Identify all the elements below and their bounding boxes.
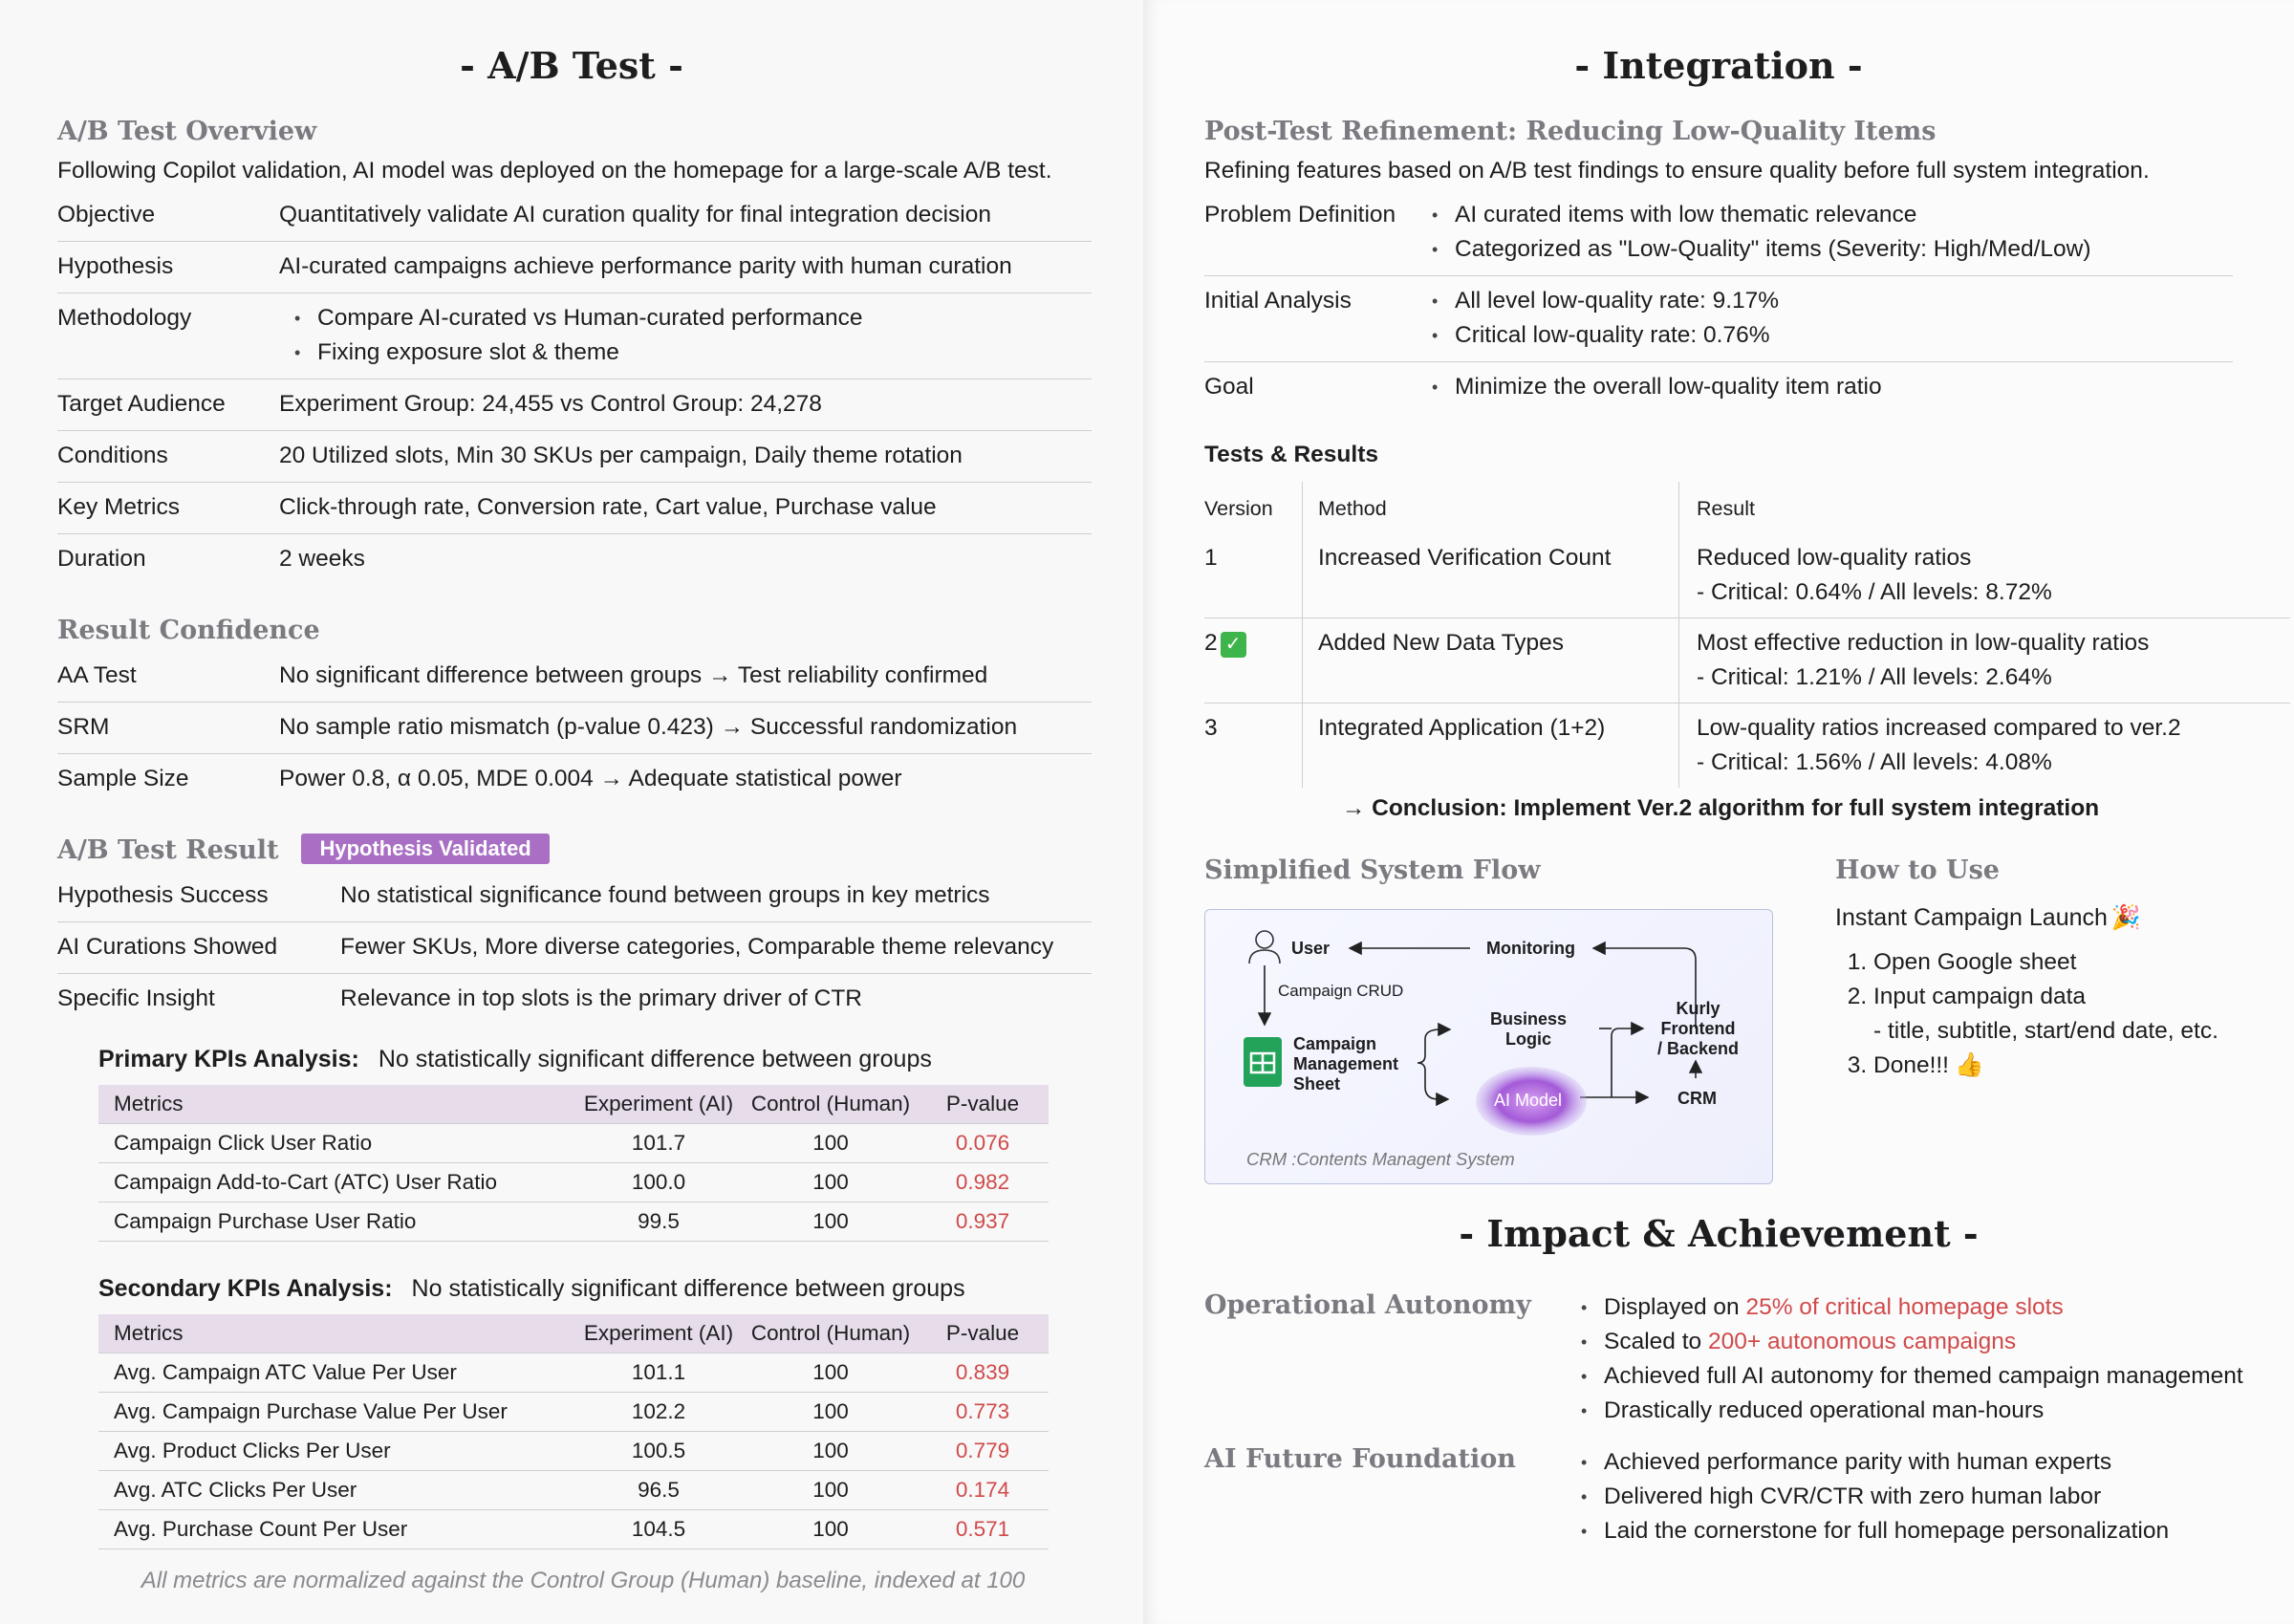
table-row bbox=[57, 922, 1092, 974]
row-value: AI-curated campaigns achieve performance parity with human curation bbox=[279, 242, 1092, 293]
flow-sheet-line: Campaign bbox=[1293, 1034, 1377, 1053]
col-header: Version bbox=[1204, 497, 1273, 520]
list-item: • Achieved performance parity with human experts bbox=[1604, 1445, 2169, 1480]
instant-launch-title bbox=[1835, 904, 2284, 932]
ab-overview-intro: Following Copilot validation, AI model was deployed on the homepage for a large-scale A/B test. bbox=[57, 158, 1052, 184]
experiment-cell: 96.5 bbox=[573, 1471, 745, 1510]
row-key: Hypothesis Success bbox=[57, 871, 340, 922]
table-row bbox=[57, 703, 1092, 754]
row-value: 2 weeks bbox=[279, 546, 365, 572]
metric-cell: Avg. Product Clicks Per User bbox=[98, 1432, 573, 1471]
ab-overview-table bbox=[57, 190, 1092, 585]
row-value: Quantitatively validate AI curation quality for final integration decision bbox=[279, 190, 1092, 242]
row-value bbox=[1430, 362, 2233, 414]
row-key: Specific Insight bbox=[57, 985, 215, 1011]
flow-logic-label bbox=[1490, 1009, 1567, 1050]
conclusion-text: → Conclusion: Implement Ver.2 algorithm for full system integration bbox=[1341, 795, 2100, 821]
row-value: 20 Utilized slots, Min 30 SKUs per campaign, Daily theme rotation bbox=[279, 431, 1092, 483]
col-header: Metrics bbox=[98, 1314, 573, 1353]
party-icon: 🎉 bbox=[2110, 904, 2142, 931]
table-header-row bbox=[1204, 482, 2290, 533]
row-key: Key Metrics bbox=[57, 483, 279, 534]
step-text: Done!!! bbox=[1873, 1052, 1949, 1078]
table-row bbox=[98, 1432, 1049, 1471]
primary-kpi-section bbox=[98, 1046, 1049, 1242]
row-value bbox=[279, 293, 1092, 379]
row-key: Goal bbox=[1204, 374, 1254, 400]
table-row bbox=[98, 1510, 1049, 1549]
row-key: Hypothesis bbox=[57, 242, 279, 293]
secondary-kpi-label: Secondary KPIs Analysis: bbox=[98, 1275, 393, 1302]
secondary-kpi-body bbox=[98, 1353, 1049, 1549]
tests-heading: Tests & Results bbox=[1204, 442, 1378, 467]
result-line: - Critical: 1.56% / All levels: 4.08% bbox=[1697, 749, 2052, 775]
table-row bbox=[57, 190, 1092, 242]
list-item: • Fixing exposure slot & theme bbox=[317, 336, 1092, 370]
control-cell: 100 bbox=[745, 1510, 917, 1549]
flow-sheet-line: Sheet bbox=[1293, 1074, 1341, 1093]
result-line: - Critical: 0.64% / All levels: 8.72% bbox=[1697, 579, 2052, 605]
version-cell: 3 bbox=[1204, 715, 1218, 741]
list-item: • AI curated items with low thematic relevance bbox=[1455, 198, 2233, 232]
col-header: P-value bbox=[917, 1085, 1049, 1124]
metric-cell: Avg. ATC Clicks Per User bbox=[98, 1471, 573, 1510]
row-value: No significant difference between groups → Test reliability confirmed bbox=[279, 651, 1092, 703]
list-item: • Delivered high CVR/CTR with zero human labor bbox=[1604, 1480, 2169, 1514]
metric-cell: Campaign Purchase User Ratio bbox=[98, 1202, 573, 1242]
autonomy-list bbox=[1566, 1290, 2243, 1428]
metric-cell: Campaign Add-to-Cart (ATC) User Ratio bbox=[98, 1163, 573, 1202]
item-highlight: 25% of critical homepage slots bbox=[1745, 1294, 2064, 1320]
system-flow-heading: Simplified System Flow bbox=[1204, 855, 1541, 885]
normalization-note: All metrics are normalized against the Control Group (Human) baseline, indexed at 100 bbox=[141, 1568, 1026, 1593]
p-value-cell: 0.839 bbox=[917, 1353, 1049, 1393]
thumbs-up-icon: 👍 bbox=[1955, 1052, 1984, 1078]
experiment-cell: 100.0 bbox=[573, 1163, 745, 1202]
experiment-cell: 101.1 bbox=[573, 1353, 745, 1393]
row-value: Fewer SKUs, More diverse categories, Comparable theme relevancy bbox=[340, 922, 1092, 974]
control-cell: 100 bbox=[745, 1163, 917, 1202]
result-confidence-section bbox=[57, 616, 1092, 805]
table-row bbox=[98, 1202, 1049, 1242]
step-text: Input campaign data bbox=[1873, 984, 2087, 1009]
flow-crud-label: Campaign CRUD bbox=[1278, 982, 1404, 1000]
experiment-cell: 99.5 bbox=[573, 1202, 745, 1242]
secondary-kpi-section bbox=[98, 1275, 1049, 1549]
instant-launch-text: Instant Campaign Launch bbox=[1835, 904, 2108, 931]
flow-ai-model-label: AI Model bbox=[1494, 1091, 1563, 1110]
row-key: Methodology bbox=[57, 293, 279, 379]
table-row bbox=[1204, 533, 2290, 618]
tests-section bbox=[1204, 442, 2292, 822]
integration-title: - Integration - bbox=[1574, 44, 1863, 87]
future-heading: AI Future Foundation bbox=[1204, 1444, 1516, 1474]
table-row bbox=[1204, 704, 2290, 789]
metric-cell: Avg. Campaign ATC Value Per User bbox=[98, 1353, 573, 1393]
table-row bbox=[1204, 618, 2290, 704]
experiment-cell: 104.5 bbox=[573, 1510, 745, 1549]
result-cell bbox=[1679, 618, 2291, 704]
row-value: Power 0.8, α 0.05, MDE 0.004 → Adequate statistical power bbox=[279, 766, 902, 791]
row-value bbox=[1430, 190, 2233, 276]
row-key: Duration bbox=[57, 546, 146, 572]
p-value-cell: 0.773 bbox=[917, 1393, 1049, 1432]
row-key: Sample Size bbox=[57, 766, 189, 791]
table-row bbox=[98, 1393, 1049, 1432]
list-item: • Compare AI-curated vs Human-curated performance bbox=[317, 301, 1092, 336]
col-header: Experiment (AI) bbox=[573, 1314, 745, 1353]
row-key: SRM bbox=[57, 703, 279, 754]
table-row bbox=[98, 1163, 1049, 1202]
result-confidence-heading: Result Confidence bbox=[57, 616, 320, 645]
list-item bbox=[1873, 980, 2284, 1049]
refinement-section bbox=[1204, 117, 2292, 413]
p-value-cell: 0.571 bbox=[917, 1510, 1049, 1549]
p-value-cell: 0.174 bbox=[917, 1471, 1049, 1510]
list-item: • Minimize the overall low-quality item ratio bbox=[1455, 370, 2233, 404]
left-page bbox=[0, 0, 1143, 1624]
metric-cell: Avg. Campaign Purchase Value Per User bbox=[98, 1393, 573, 1432]
version-cell bbox=[1204, 618, 1303, 704]
table-row bbox=[1204, 362, 2233, 414]
future-list bbox=[1566, 1445, 2169, 1548]
list-item: • All level low-quality rate: 9.17% bbox=[1455, 284, 2233, 318]
metric-cell: Avg. Purchase Count Per User bbox=[98, 1510, 573, 1549]
primary-kpi-label: Primary KPIs Analysis: bbox=[98, 1046, 359, 1072]
bullet-list bbox=[1430, 198, 2233, 267]
list-item: 1. Open Google sheet bbox=[1873, 945, 2284, 980]
how-to-steps bbox=[1835, 945, 2284, 1083]
flow-crm-label: CRM bbox=[1677, 1089, 1717, 1108]
control-cell: 100 bbox=[745, 1432, 917, 1471]
row-key: Initial Analysis bbox=[1204, 276, 1430, 362]
flow-user-label: User bbox=[1291, 939, 1331, 958]
p-value-cell: 0.937 bbox=[917, 1202, 1049, 1242]
secondary-kpi-title bbox=[98, 1275, 1049, 1303]
flow-kurly-label bbox=[1657, 999, 1739, 1059]
control-cell: 100 bbox=[745, 1202, 917, 1242]
row-value: Experiment Group: 24,455 vs Control Group: 24,278 bbox=[279, 379, 1092, 431]
p-value-cell: 0.779 bbox=[917, 1432, 1049, 1471]
table-row bbox=[98, 1471, 1049, 1510]
primary-kpi-desc: No statistically significant difference between groups bbox=[378, 1046, 932, 1072]
control-cell: 100 bbox=[745, 1471, 917, 1510]
bullet-list bbox=[279, 301, 1092, 370]
col-header: Control (Human) bbox=[745, 1085, 917, 1124]
result-line: Low-quality ratios increased compared to ver.2 bbox=[1697, 715, 2181, 741]
control-cell: 100 bbox=[745, 1393, 917, 1432]
refinement-heading: Post-Test Refinement: Reducing Low-Quality Items bbox=[1204, 117, 1937, 146]
table-row bbox=[57, 242, 1092, 293]
table-row bbox=[1204, 190, 2233, 276]
flow-crm-note: CRM :Contents Managent System bbox=[1246, 1149, 1515, 1169]
result-line: Most effective reduction in low-quality ratios bbox=[1697, 630, 2150, 656]
right-page bbox=[1143, 0, 2294, 1624]
flow-kurly-line: Kurly bbox=[1676, 999, 1720, 1018]
flow-logic-line: Logic bbox=[1505, 1029, 1552, 1049]
row-key: Problem Definition bbox=[1204, 190, 1430, 276]
ab-result-heading-text: A/B Test Result bbox=[57, 835, 279, 865]
list-item bbox=[1873, 1049, 2284, 1083]
impact-title: - Impact & Achievement - bbox=[1459, 1212, 1979, 1255]
list-item bbox=[1604, 1290, 2243, 1325]
item-highlight: 200+ autonomous campaigns bbox=[1707, 1329, 2017, 1354]
primary-kpi-title bbox=[98, 1046, 1049, 1073]
row-key: Target Audience bbox=[57, 379, 279, 431]
result-confidence-table bbox=[57, 651, 1092, 805]
experiment-cell: 102.2 bbox=[573, 1393, 745, 1432]
method-cell: Integrated Application (1+2) bbox=[1303, 704, 1679, 789]
table-row bbox=[57, 293, 1092, 379]
table-row bbox=[98, 1353, 1049, 1393]
row-key: Objective bbox=[57, 190, 279, 242]
p-value-cell: 0.076 bbox=[917, 1124, 1049, 1163]
ab-result-heading bbox=[57, 834, 1092, 865]
ab-result-section bbox=[57, 834, 1092, 1025]
ab-test-title: - A/B Test - bbox=[460, 44, 683, 87]
row-value: Click-through rate, Conversion rate, Cart value, Purchase value bbox=[279, 483, 1092, 534]
result-cell bbox=[1679, 533, 2291, 618]
list-item: • Laid the cornerstone for full homepage personalization bbox=[1604, 1514, 2169, 1548]
flow-sheet-line: Management bbox=[1293, 1054, 1399, 1073]
row-value: No sample ratio mismatch (p-value 0.423) → Successful randomization bbox=[279, 703, 1092, 754]
row-value bbox=[1430, 276, 2233, 362]
experiment-cell: 101.7 bbox=[573, 1124, 745, 1163]
flow-sheet-label bbox=[1293, 1034, 1398, 1094]
col-header: Experiment (AI) bbox=[573, 1085, 745, 1124]
table-header-row bbox=[98, 1314, 1049, 1353]
version-number: 2 bbox=[1204, 630, 1218, 656]
result-cell bbox=[1679, 704, 2291, 789]
col-header: Metrics bbox=[98, 1085, 573, 1124]
table-row bbox=[57, 379, 1092, 431]
primary-kpi-body bbox=[98, 1124, 1049, 1242]
row-value: No statistical significance found between groups in key metrics bbox=[340, 871, 1092, 922]
row-key: AA Test bbox=[57, 651, 279, 703]
metric-cell: Campaign Click User Ratio bbox=[98, 1124, 573, 1163]
flow-kurly-line: / Backend bbox=[1657, 1039, 1740, 1058]
row-key: Conditions bbox=[57, 431, 279, 483]
table-row bbox=[57, 483, 1092, 534]
table-row bbox=[57, 431, 1092, 483]
flow-kurly-line: Frontend bbox=[1660, 1019, 1736, 1038]
item-text: Displayed on bbox=[1604, 1294, 1746, 1320]
col-header: Method bbox=[1303, 482, 1679, 533]
method-cell: Increased Verification Count bbox=[1303, 533, 1679, 618]
item-text: Scaled to bbox=[1604, 1329, 1708, 1354]
result-line: Reduced low-quality ratios bbox=[1697, 545, 1972, 571]
result-line: - Critical: 1.21% / All levels: 2.64% bbox=[1697, 664, 2052, 690]
hypothesis-validated-badge: Hypothesis Validated bbox=[301, 834, 549, 864]
table-row bbox=[57, 534, 1092, 586]
experiment-cell: 100.5 bbox=[573, 1432, 745, 1471]
table-row bbox=[57, 871, 1092, 922]
table-row bbox=[98, 1124, 1049, 1163]
col-header: Result bbox=[1679, 482, 2291, 533]
table-header-row bbox=[98, 1085, 1049, 1124]
primary-kpi-table bbox=[98, 1085, 1049, 1242]
list-item: • Categorized as "Low-Quality" items (Severity: High/Med/Low) bbox=[1455, 232, 2233, 267]
table-row bbox=[57, 974, 1092, 1026]
list-item bbox=[1604, 1325, 2243, 1359]
control-cell: 100 bbox=[745, 1124, 917, 1163]
bullet-list bbox=[1430, 284, 2233, 353]
bullet-list bbox=[1430, 370, 2233, 404]
control-cell: 100 bbox=[745, 1353, 917, 1393]
check-icon: ✓ bbox=[1221, 632, 1246, 658]
row-key: AI Curations Showed bbox=[57, 922, 340, 974]
flow-monitoring-label: Monitoring bbox=[1486, 939, 1575, 958]
ab-overview-section bbox=[57, 117, 1092, 585]
flow-logic-line: Business bbox=[1490, 1009, 1568, 1029]
tests-table bbox=[1204, 482, 2290, 788]
method-cell: Added New Data Types bbox=[1303, 618, 1679, 704]
list-item: • Achieved full AI autonomy for themed campaign management bbox=[1604, 1359, 2243, 1394]
p-value-cell: 0.982 bbox=[917, 1163, 1049, 1202]
ab-overview-heading: A/B Test Overview bbox=[57, 117, 317, 146]
how-to-use-heading: How to Use bbox=[1835, 855, 2000, 885]
refinement-intro: Refining features based on A/B test findings to ensure quality before full system integration. bbox=[1204, 158, 2150, 184]
step-sub: - title, subtitle, start/end date, etc. bbox=[1873, 1018, 2218, 1044]
list-item: • Drastically reduced operational man-hours bbox=[1604, 1394, 2243, 1428]
system-flow-diagram bbox=[1204, 909, 1773, 1184]
autonomy-heading: Operational Autonomy bbox=[1204, 1290, 1531, 1320]
row-value: Relevance in top slots is the primary driver of CTR bbox=[340, 985, 862, 1011]
table-row bbox=[57, 754, 1092, 806]
secondary-kpi-table bbox=[98, 1314, 1049, 1549]
table-row bbox=[57, 651, 1092, 703]
table-row bbox=[1204, 276, 2233, 362]
secondary-kpi-desc: No statistically significant difference between groups bbox=[411, 1275, 965, 1302]
col-header: P-value bbox=[917, 1314, 1049, 1353]
col-header: Control (Human) bbox=[745, 1314, 917, 1353]
refinement-table bbox=[1204, 190, 2233, 413]
ab-result-table bbox=[57, 871, 1092, 1025]
list-item: • Critical low-quality rate: 0.76% bbox=[1455, 318, 2233, 353]
how-to-use-section bbox=[1835, 855, 2284, 1083]
version-cell: 1 bbox=[1204, 533, 1303, 618]
